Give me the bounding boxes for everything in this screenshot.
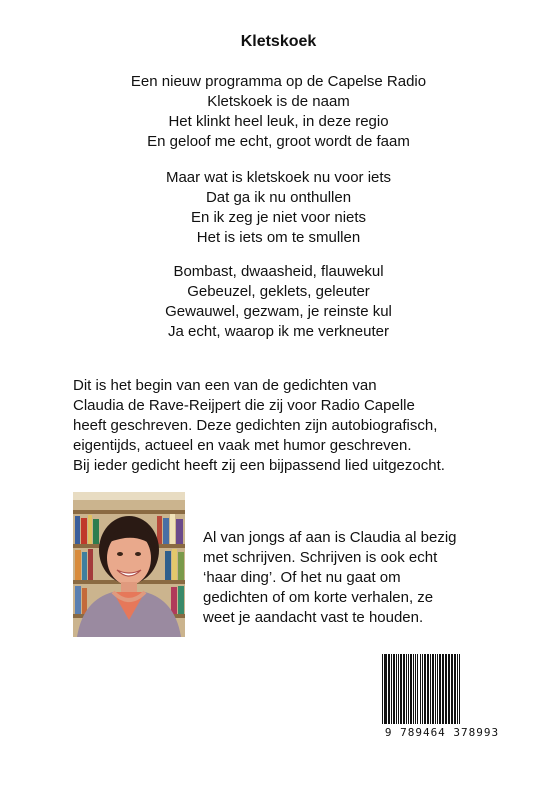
barcode-bar: [454, 654, 456, 724]
intro-line: eigentijds, actueel en vaak met humor geschreven.: [73, 437, 412, 454]
barcode-bar: [439, 654, 441, 724]
barcode-bar: [445, 654, 447, 724]
barcode-bar: [396, 654, 397, 724]
poem-stanza: [0, 72, 557, 152]
barcode-bar: [415, 654, 416, 724]
poem-line: Maar wat is kletskoek nu voor iets: [165, 169, 392, 186]
barcode-bar: [413, 654, 414, 724]
barcode-bar: [393, 654, 395, 724]
poem-line: Het klinkt heel leuk, in deze regio: [168, 113, 389, 130]
intro-line: heeft geschreven. Deze gedichten zijn autobiografisch,: [73, 417, 438, 434]
isbn-number: 9 789464 378993: [384, 726, 500, 739]
barcode-bar: [391, 654, 392, 724]
author-photo: [73, 492, 185, 637]
poem-line: Een nieuw programma op de Capelse Radio: [130, 73, 427, 90]
intro-line: Claudia de Rave-Reijpert die zij voor Radio Capelle: [73, 397, 415, 414]
poem-line: Ja echt, waarop ik me verkneuter: [168, 323, 389, 340]
poem-line: Het is iets om te smullen: [196, 229, 361, 246]
poem-line: Bombast, dwaasheid, flauwekul: [173, 263, 384, 280]
bio-line: gedichten of om korte verhalen, ze: [203, 589, 434, 606]
book-title: Kletskoek: [240, 33, 317, 50]
intro-line: Dit is het begin van een van de gedichten van: [73, 377, 377, 394]
poem-line: En geloof me echt, groot wordt de faam: [147, 133, 410, 150]
barcode-bar: [435, 654, 436, 724]
barcode-bar: [384, 654, 385, 724]
intro-line: Bij ieder gedicht heeft zij een bijpassend lied uitgezocht.: [73, 457, 445, 474]
bio-line: weet je aandacht vast te houden.: [203, 609, 424, 626]
barcode-bar: [406, 654, 407, 724]
barcode-bar: [457, 654, 458, 724]
poem-line: Dat ga ik nu onthullen: [205, 189, 352, 206]
barcode-bar: [388, 654, 390, 724]
barcode-bar: [400, 654, 402, 724]
barcode-bar: [385, 654, 387, 724]
bio-line: ‘haar ding’. Of het nu gaat om: [203, 569, 401, 586]
barcode-bar: [424, 654, 426, 724]
intro-paragraph: [73, 376, 513, 476]
barcode-bar: [403, 654, 405, 724]
poem-stanza: [0, 168, 557, 248]
barcode-bar: [410, 654, 412, 724]
bio-line: Al van jongs af aan is Claudia al bezig: [203, 529, 457, 546]
barcode-bar: [442, 654, 444, 724]
poem-line: Gebeuzel, geklets, geleuter: [187, 283, 370, 300]
poem-line: Gewauwel, gezwam, je reinste kul: [165, 303, 392, 320]
barcode-bar: [422, 654, 423, 724]
barcode-bar: [432, 654, 434, 724]
barcode-bar: [408, 654, 409, 724]
barcode-bar: [437, 654, 438, 724]
barcode-bar: [420, 654, 421, 724]
author-bio: [203, 528, 503, 628]
barcode-bar: [451, 654, 453, 724]
barcode-bar: [430, 654, 431, 724]
barcode-bar: [427, 654, 429, 724]
poem-stanza: [0, 262, 557, 342]
barcode-bar: [448, 654, 450, 724]
bio-line: met schrijven. Schrijven is ook echt: [203, 549, 438, 566]
barcode-bar: [382, 654, 383, 724]
barcode-bar: [398, 654, 399, 724]
barcode-bars: [372, 652, 512, 726]
barcode-bar: [417, 654, 418, 724]
barcode-bar: [459, 654, 460, 724]
poem-line: Kletskoek is de naam: [207, 93, 350, 110]
poem-line: En ik zeg je niet voor niets: [190, 209, 367, 226]
